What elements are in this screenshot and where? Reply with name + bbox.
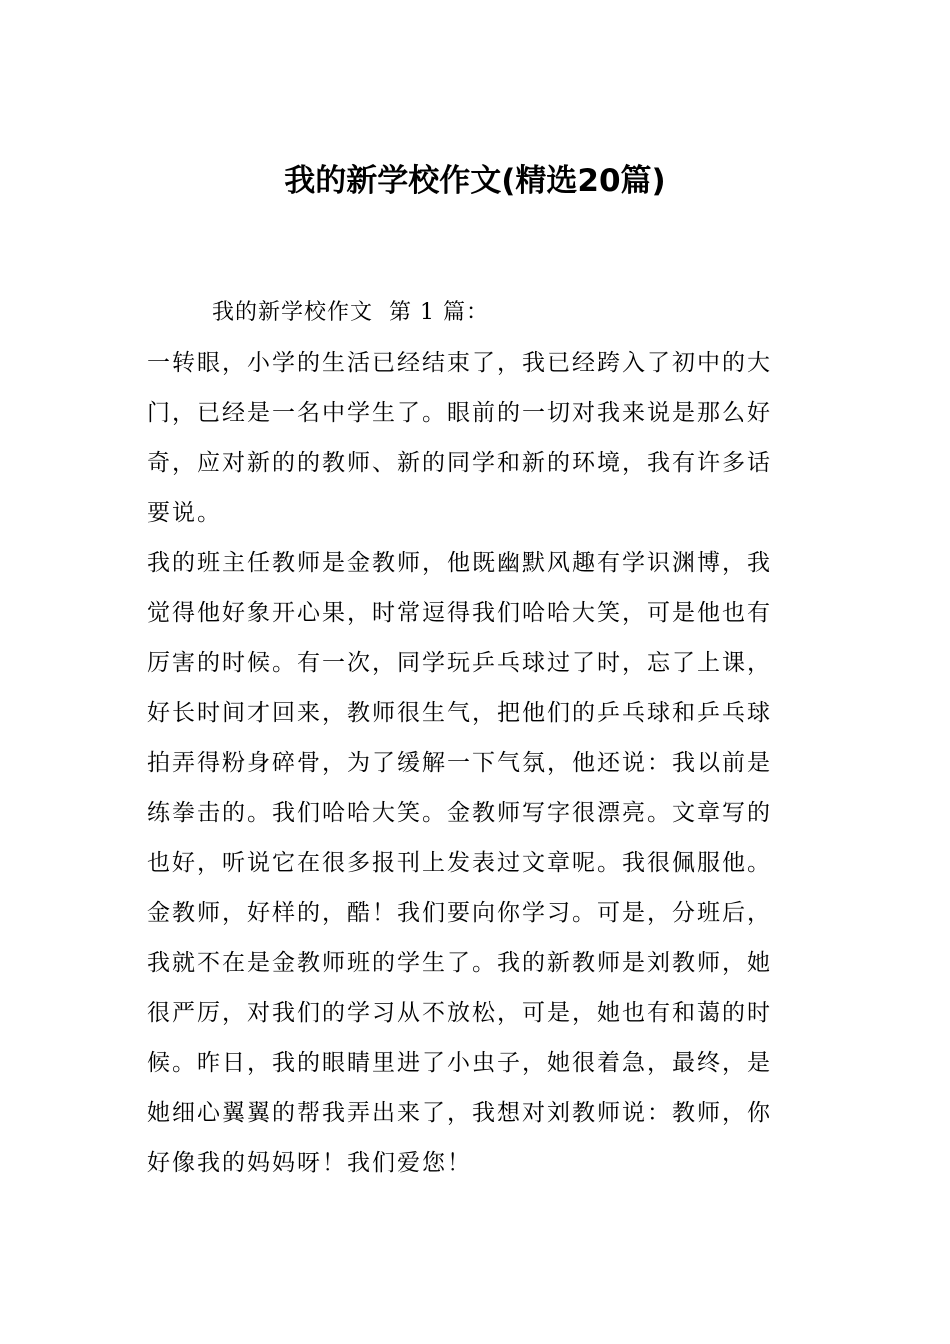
paragraph-line: 她细心翼翼的帮我弄出来了，我想对刘教师说：教师，你 [147,1100,772,1126]
paragraph-line: 奇，应对新的的教师、新的同学和新的环境，我有许多话 [147,450,772,476]
paragraph-2 [147,538,807,1188]
paragraph-1 [147,338,807,538]
paragraph-line: 好长时间才回来，教师很生气，把他们的乒乓球和乒乓球 [147,700,772,726]
paragraph-line: 厉害的时候。有一次，同学玩乒乓球过了时，忘了上课， [147,650,772,676]
paragraph-line: 候。昨日，我的眼睛里进了小虫子，她很着急，最终，是 [147,1050,772,1076]
document-body [147,288,807,1188]
paragraph-line: 门，已经是一名中学生了。眼前的一切对我来说是那么好 [147,400,772,426]
paragraph-line: 拍弄得粉身碎骨，为了缓解一下气氛，他还说：我以前是 [147,750,772,776]
section-heading: 我的新学校作文 第 1 篇： [212,300,489,325]
paragraph-line: 要说。 [147,500,222,526]
paragraph-line: 很严厉，对我们的学习从不放松，可是，她也有和蔼的时 [147,1000,772,1026]
paragraph-line: 好像我的妈妈呀！我们爱您！ [147,1150,472,1176]
paragraph-line: 练拳击的。我们哈哈大笑。金教师写字很漂亮。文章写的 [147,800,772,826]
paragraph-line: 我的班主任教师是金教师，他既幽默风趣有学识渊博，我 [147,550,772,576]
paragraph-line: 觉得他好象开心果，时常逗得我们哈哈大笑，可是他也有 [147,600,772,626]
paragraph-line: 金教师，好样的，酷！我们要向你学习。可是，分班后， [147,900,772,926]
paragraph-line: 也好，听说它在很多报刊上发表过文章呢。我很佩服他。 [147,850,772,876]
paragraph-line: 我就不在是金教师班的学生了。我的新教师是刘教师，她 [147,950,772,976]
paragraph-line: 一转眼，小学的生活已经结束了，我已经跨入了初中的大 [147,350,772,376]
document-title: 我的新学校作文(精选20篇) [284,163,666,199]
